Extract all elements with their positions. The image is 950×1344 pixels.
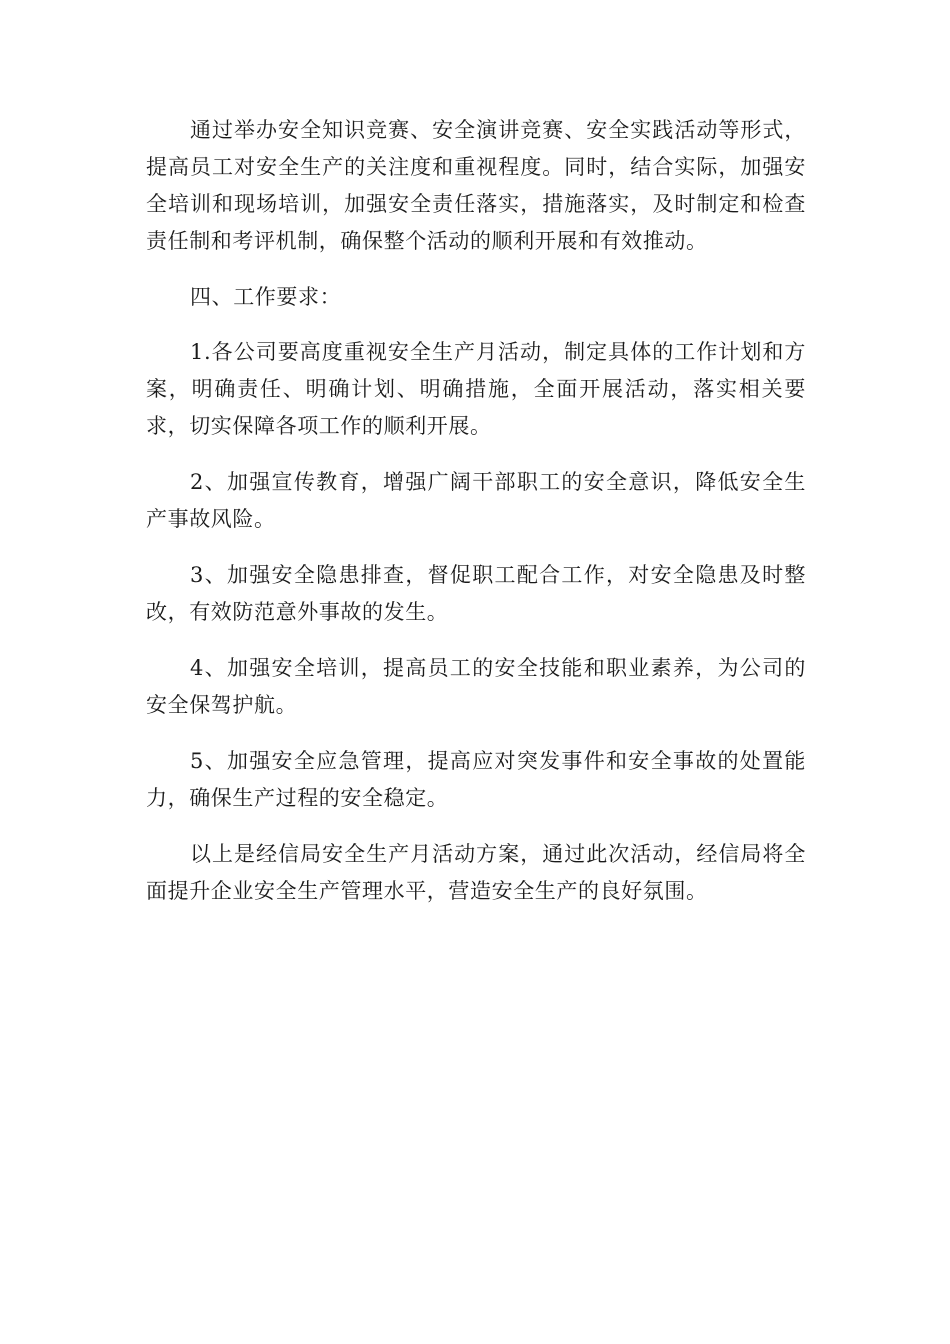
requirement-item-5: 5、加强安全应急管理，提高应对突发事件和安全事故的处置能力，确保生产过程的安全稳定。: [146, 749, 806, 810]
closing-paragraph: 以上是经信局安全生产月活动方案，通过此次活动，经信局将全面提升企业安全生产管理水平，营造安全生产的良好氛围。: [146, 842, 806, 903]
requirement-item-2: 2、加强宣传教育，增强广阔干部职工的安全意识，降低安全生产事故风险。: [146, 470, 806, 531]
paragraph-activity-forms: 通过举办安全知识竞赛、安全演讲竞赛、安全实践活动等形式，提高员工对安全生产的关注度和重视程度。同时，结合实际，加强安全培训和现场培训，加强安全责任落实，措施落实，及时制定和检查责任制和考评机制，确保整个活动的顺利开展和有效推动。: [146, 118, 806, 253]
document-body: [146, 112, 806, 929]
requirement-item-3: 3、加强安全隐患排查，督促职工配合工作，对安全隐患及时整改，有效防范意外事故的发生。: [146, 563, 806, 624]
requirement-item-1: 1.各公司要高度重视安全生产月活动，制定具体的工作计划和方案，明确责任、明确计划、明确措施，全面开展活动，落实相关要求，切实保障各项工作的顺利开展。: [146, 340, 806, 438]
requirement-item-4: 4、加强安全培训，提高员工的安全技能和职业素养，为公司的安全保驾护航。: [146, 656, 806, 717]
section-heading-work-requirements: 四、工作要求：: [190, 285, 342, 309]
